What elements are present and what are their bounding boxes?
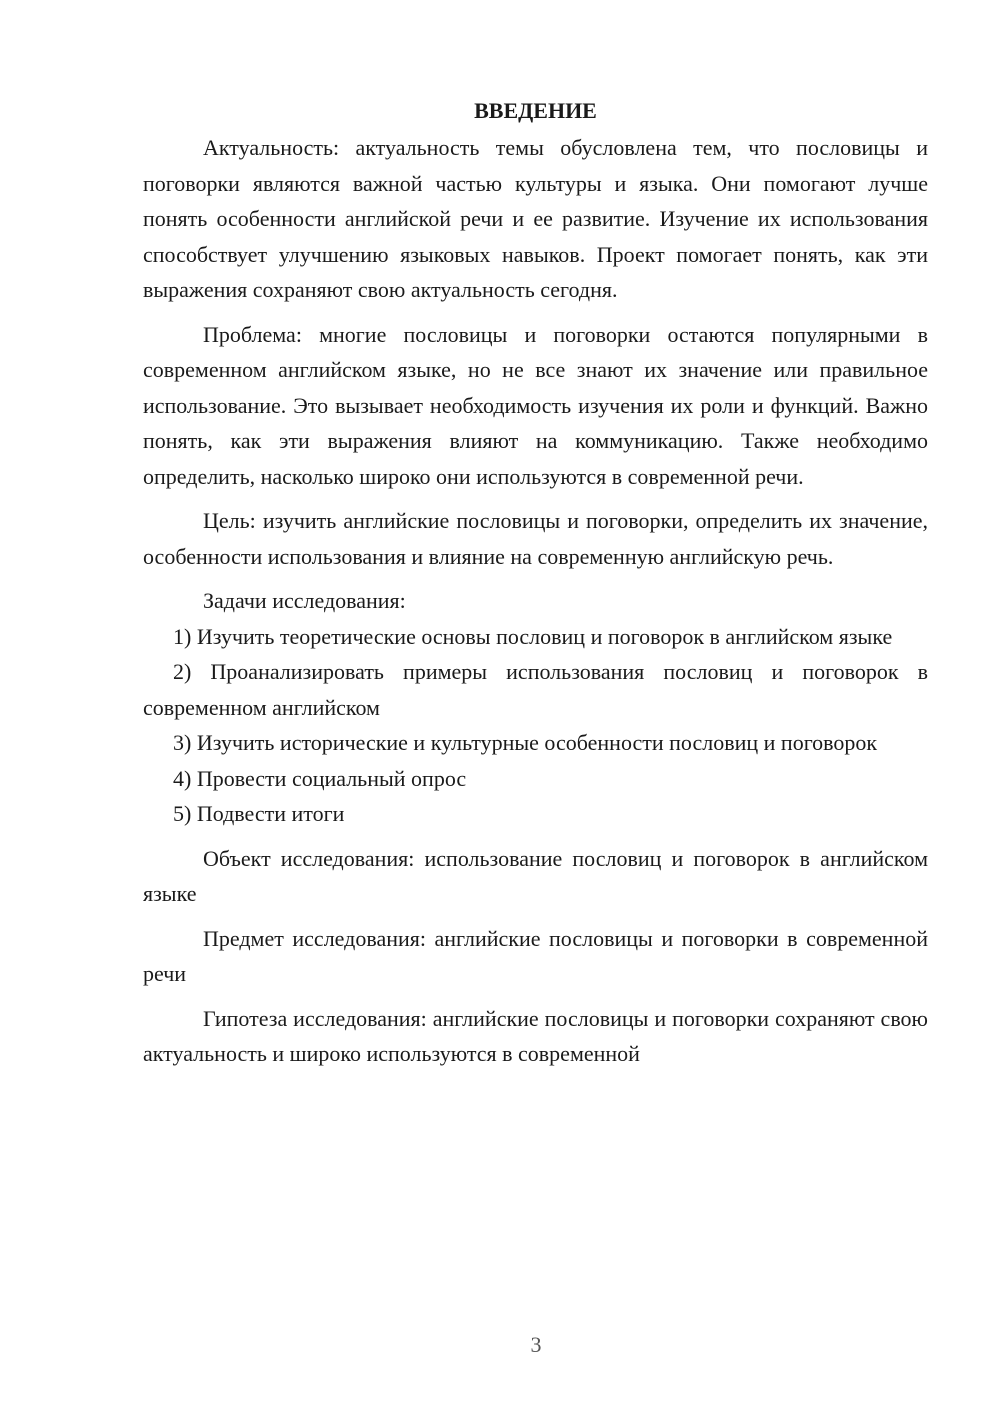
task-item-1: 1) Изучить теоретические основы пословиц и поговорок в английском языке (173, 623, 893, 649)
paragraph-hypothesis: Гипотеза исследования: английские пословицы и поговорки сохраняют свою актуальность и широко используются в современной (143, 1005, 928, 1066)
paragraph-relevance: Актуальность: актуальность темы обусловлена тем, что пословицы и поговорки являются важной частью культуры и языка. Они помогают лучше понять особенности английской речи и ее развитие. Изучение их использования способствует улучшению языковых навыков. Проект помогает понять, как эти выражения сохраняют свою актуальность сегодня. (143, 135, 928, 302)
paragraph-goal: Цель: изучить английские пословицы и поговорки, определить их значение, особенности использования и влияние на современную английскую речь. (143, 508, 928, 569)
document-body (143, 94, 928, 1072)
section-title: ВВЕДЕНИЕ (474, 98, 597, 123)
page-number: 3 (530, 1332, 542, 1357)
task-item-2: 2) Проанализировать примеры использования пословиц и поговорок в современном английском (143, 659, 928, 720)
task-item-5: 5) Подвести итоги (173, 801, 345, 826)
paragraph-object: Объект исследования: использование пословиц и поговорок в английском языке (143, 845, 928, 906)
task-item-3: 3) Изучить исторические и культурные особенности пословиц и поговорок (173, 730, 878, 755)
task-item-4: 4) Провести социальный опрос (173, 765, 467, 791)
paragraph-subject: Предмет исследования: английские пословицы и поговорки в современной речи (143, 925, 928, 986)
paragraph-problem: Проблема: многие пословицы и поговорки остаются популярными в современном английском языке, но не все знают их значение или правильное использование. Это вызывает необходимость изучения их роли и функций. Важно понять, как эти выражения влияют на коммуникацию. Также необходимо определить, насколько широко они используются в современной речи. (143, 321, 928, 489)
paragraph-tasks-heading: Задачи исследования: (203, 588, 406, 613)
